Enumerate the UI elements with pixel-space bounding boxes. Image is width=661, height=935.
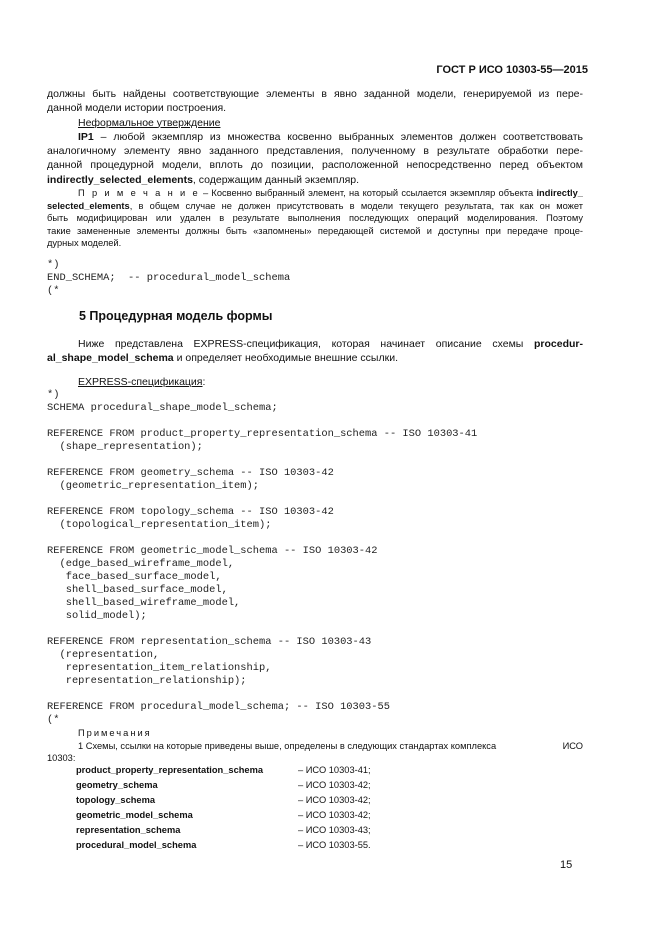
note-line: такие замененные элементы должны быть «запомнены» передающей системой и доступны при передаче проце- <box>47 225 583 236</box>
note-line: selected_elements, в общем случае не должен присутствовать в модели текущего результата, так как он может <box>47 200 583 211</box>
express-code-schema: *) SCHEMA procedural_shape_model_schema; REFERENCE FROM product_property_representation_schema -- ISO 10303-41 (shape_representation); REFERENCE FROM geometry_schema -- ISO 10303-42 (geometric_representation_item); REFERENCE FROM topology_schema -- ISO 10303-42 (topological_representation_item); REFERENCE FROM geometric_model_schema -- ISO 10303-42 (edge_based_wireframe_model, face_based_surface_model, shell_based_surface_model, shell_based_wireframe_model, solid_model); REFERENCE FROM representation_schema -- ISO 10303-43 (representation, representation_item_relationship, representation_relationship); REFERENCE FROM procedural_model_schema; -- ISO 10303-55 (* <box>47 389 478 726</box>
page-number: 15 <box>560 859 573 871</box>
notes-line: 1 Схемы, ссылки на которые приведены выше, определены в следующих стандартах комплекса ИСО <box>78 740 583 751</box>
express-spec-label: EXPRESS-спецификация <box>78 376 203 388</box>
schema-standard: – ИСО 10303-43; <box>298 825 371 835</box>
intro-line: должны быть найдены соответствующие элементы в явно заданной модели, генерируемой из пере- <box>47 88 583 100</box>
section-title: 5 Процедурная модель формы <box>79 309 273 323</box>
notes-heading: Примечания <box>78 728 152 738</box>
schema-name: representation_schema <box>76 825 181 835</box>
schema-standard: – ИСО 10303-55. <box>298 840 371 850</box>
document-header: ГОСТ Р ИСО 10303-55—2015 <box>436 64 588 76</box>
section-paragraph <box>47 337 583 366</box>
schema-name: geometric_model_schema <box>76 810 193 820</box>
schema-standard: – ИСО 10303-42; <box>298 780 371 790</box>
notes-block <box>47 727 583 765</box>
ip1-label: IP1 <box>78 130 94 143</box>
ip1-line: аналогичному элементу явно заданного представления, полученному в результате обработки пере- <box>47 145 583 158</box>
ip1-line: данной процедурной модели, вплоть до позиции, расположенной непосредственно перед объектом <box>47 159 583 172</box>
schema-standard: – ИСО 10303-41; <box>298 765 371 775</box>
note-line: П р и м е ч а н и е – Косвенно выбранный элемент, на который ссылается экземпляр объекта indirectly_ <box>78 188 583 198</box>
note-label: П р и м е ч а н и е <box>78 188 200 198</box>
schema-name: geometry_schema <box>76 780 158 790</box>
schema-name: product_property_representation_schema <box>76 765 264 775</box>
note-block <box>47 187 583 250</box>
schema-name: procedural_model_schema <box>76 840 197 850</box>
section-line: al_shape_model_schema и определяет необходимые внешние ссылки. <box>47 352 398 365</box>
ip1-line: IP1 – любой экземпляр из множества косвенно выбранных элементов должен соответствовать <box>78 130 583 143</box>
express-label-line: EXPRESS-спецификация: <box>78 376 206 388</box>
schema-standard: – ИСО 10303-42; <box>298 810 371 820</box>
intro-paragraph <box>47 87 583 187</box>
express-code-end-schema: *) END_SCHEMA; -- procedural_model_schema (* <box>47 259 291 297</box>
informal-statement-heading: Неформальное утверждение <box>78 116 221 129</box>
schema-standard: – ИСО 10303-42; <box>298 795 371 805</box>
intro-line: данной модели истории построения. <box>47 102 227 115</box>
section-line: Ниже представлена EXPRESS-спецификация, которая начинает описание схемы procedur- <box>78 338 583 350</box>
schema-name: topology_schema <box>76 795 156 805</box>
ip1-line: indirectly_selected_elements, содержащим данный экземпляр. <box>47 173 360 186</box>
note-line: дурных моделей. <box>47 238 122 249</box>
notes-line: 10303: <box>47 753 76 764</box>
note-line: быть модифицирован или удален в результате выполнения последующих операций моделирования. Поэтому <box>47 213 583 224</box>
